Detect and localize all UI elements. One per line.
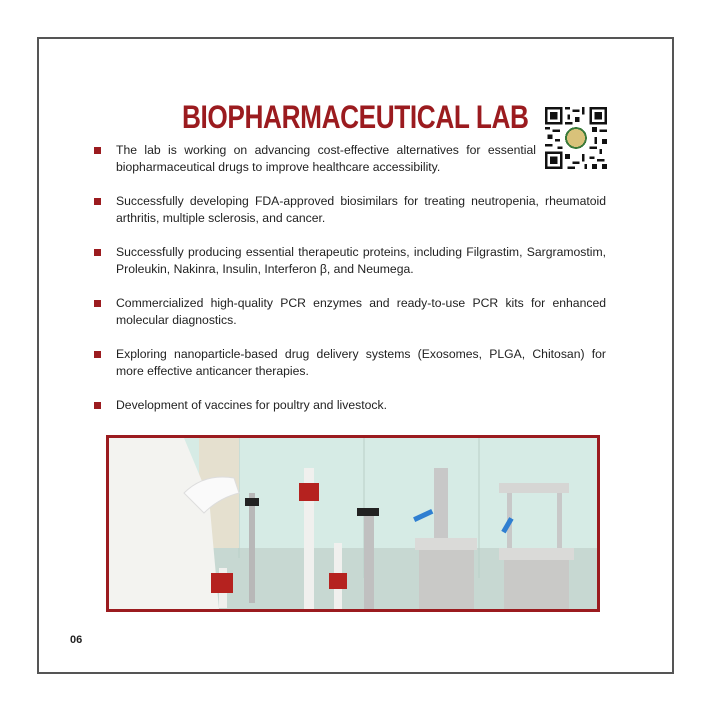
square-bullet-icon: [94, 351, 101, 358]
square-bullet-icon: [94, 147, 101, 154]
lab-photo: [106, 435, 600, 612]
lab-scene-illustration: [109, 438, 597, 609]
page-title: BIOPHARMACEUTICAL LAB: [182, 99, 529, 135]
square-bullet-icon: [94, 402, 101, 409]
list-item: Commercialized high-quality PCR enzymes and ready-to-use PCR kits for enhanced molecular diagnostics.: [94, 295, 606, 328]
list-item: Successfully developing FDA-approved biosimilars for treating neutropenia, rheumatoid arthritis, multiple sclerosis, and cancer.: [94, 193, 606, 226]
square-bullet-icon: [94, 300, 101, 307]
list-item: Exploring nanoparticle-based drug delivery systems (Exosomes, PLGA, Chitosan) for more effective anticancer therapies.: [94, 346, 606, 379]
list-item: Successfully producing essential therapeutic proteins, including Filgrastim, Sargramostim, Proleukin, Nakinra, Insulin, Interferon β, and Neumega.: [94, 244, 606, 277]
square-bullet-icon: [94, 249, 101, 256]
square-bullet-icon: [94, 198, 101, 205]
bullet-list: [94, 142, 606, 432]
list-item: Development of vaccines for poultry and livestock.: [94, 397, 606, 414]
list-item: The lab is working on advancing cost-effective alternatives for essential biopharmaceutical drugs to improve healthcare accessibility.: [94, 142, 536, 175]
page-number: 06: [70, 634, 83, 646]
